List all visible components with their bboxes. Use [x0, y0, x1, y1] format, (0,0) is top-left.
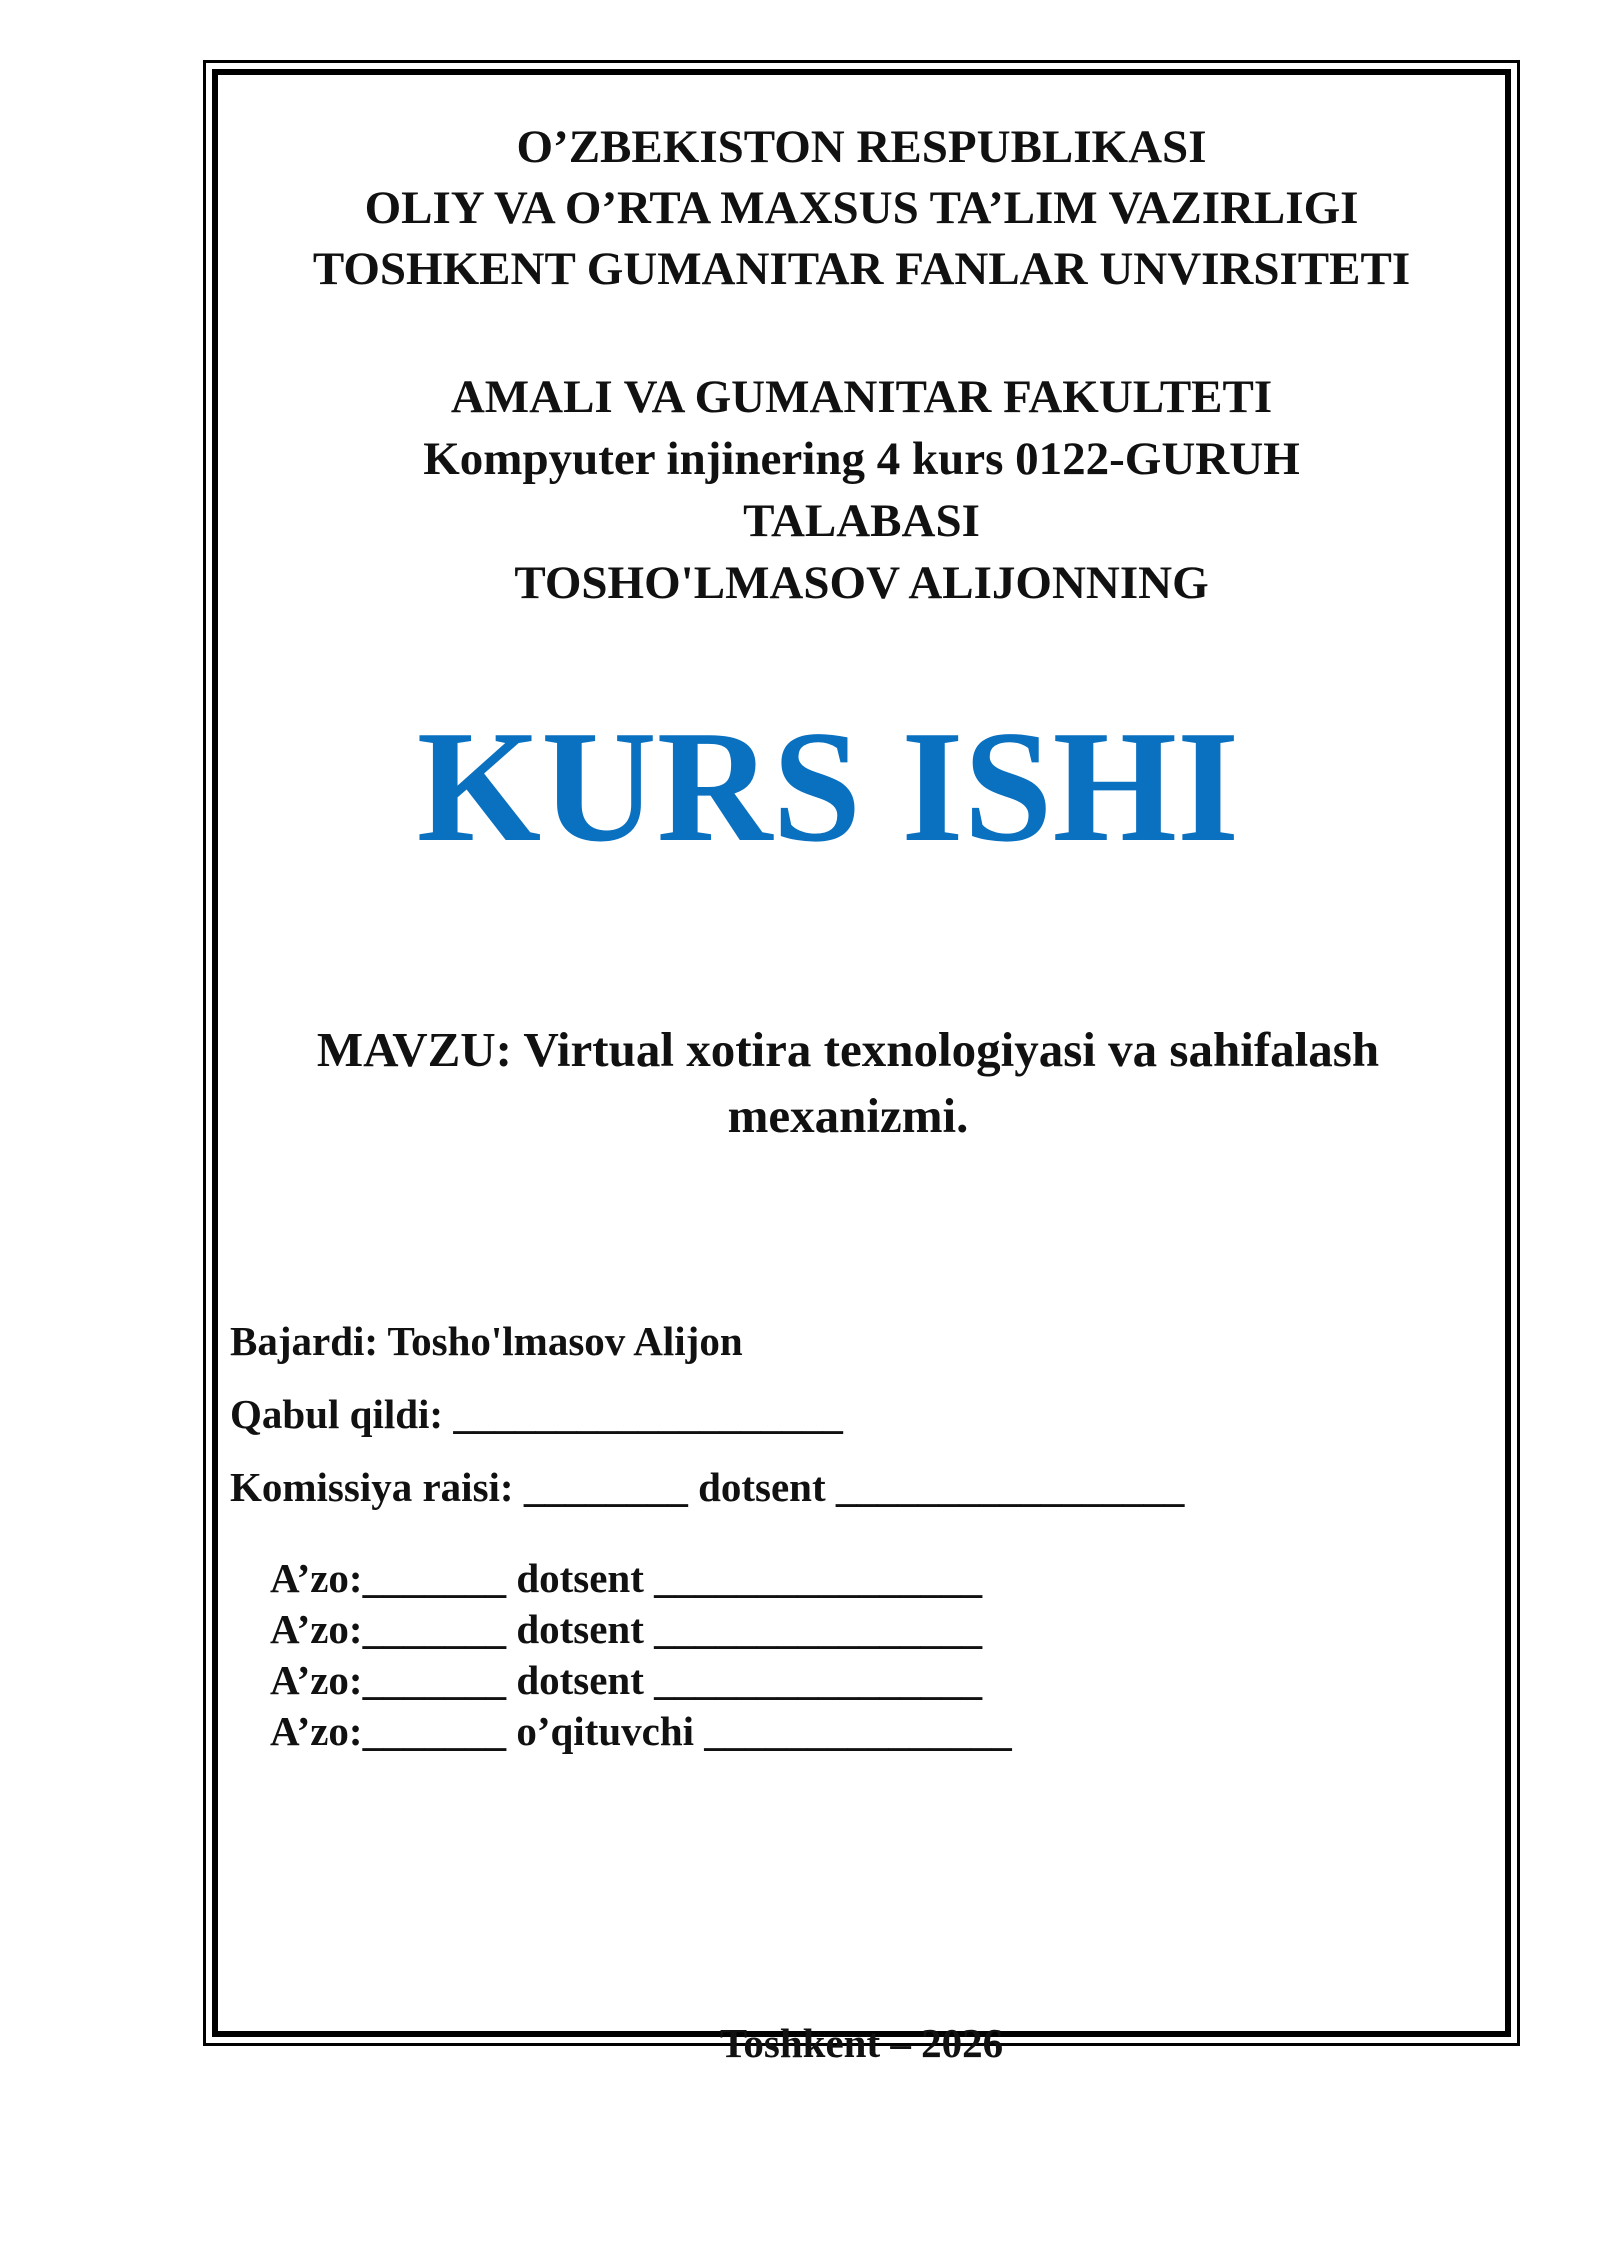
member-row: A’zo:_______ dotsent ________________ — [270, 1555, 983, 1601]
faculty-student-label: TALABASI — [743, 495, 980, 547]
topic-line-1: MAVZU: Virtual xotira texnologiyasi va sahifalash — [316, 1022, 1380, 1077]
header-university: TOSHKENT GUMANITAR FANLAR UNVIRSITETI — [312, 243, 1411, 295]
faculty-student-name: TOSHO'LMASOV ALIJONNING — [514, 557, 1209, 609]
member-row: A’zo:_______ dotsent ________________ — [270, 1606, 983, 1652]
header-block — [218, 117, 1505, 300]
header-country: O’ZBEKISTON RESPUBLIKASI — [516, 121, 1207, 173]
commission-members — [270, 1553, 1012, 1757]
faculty-name: AMALI VA GUMANITAR FAKULTETI — [450, 371, 1273, 423]
topic-line-2: mexanizmi. — [727, 1088, 969, 1143]
title-page — [218, 75, 1505, 2066]
topic-block — [258, 1017, 1438, 1149]
member-row: A’zo:_______ dotsent ________________ — [270, 1657, 983, 1703]
field-qabul-qildi: Qabul qildi: ___________________ — [230, 1391, 843, 1437]
faculty-group: Kompyuter injinering 4 kurs 0122-GURUH — [423, 433, 1300, 485]
member-row: A’zo:_______ o’qituvchi _______________ — [270, 1708, 1012, 1754]
field-komissiya-raisi: Komissiya raisi: ________ dotsent _________________ — [230, 1464, 1185, 1510]
header-ministry: OLIY VA O’RTA MAXSUS TA’LIM VAZIRLIGI — [364, 182, 1359, 234]
signature-fields — [230, 1305, 1184, 1524]
document-title: KURS ISHI — [416, 697, 1240, 875]
field-bajardi: Bajardi: Tosho'lmasov Alijon — [230, 1318, 743, 1364]
faculty-block — [218, 366, 1505, 614]
footer-city-year: Toshkent – 2026 — [719, 2020, 1004, 2066]
